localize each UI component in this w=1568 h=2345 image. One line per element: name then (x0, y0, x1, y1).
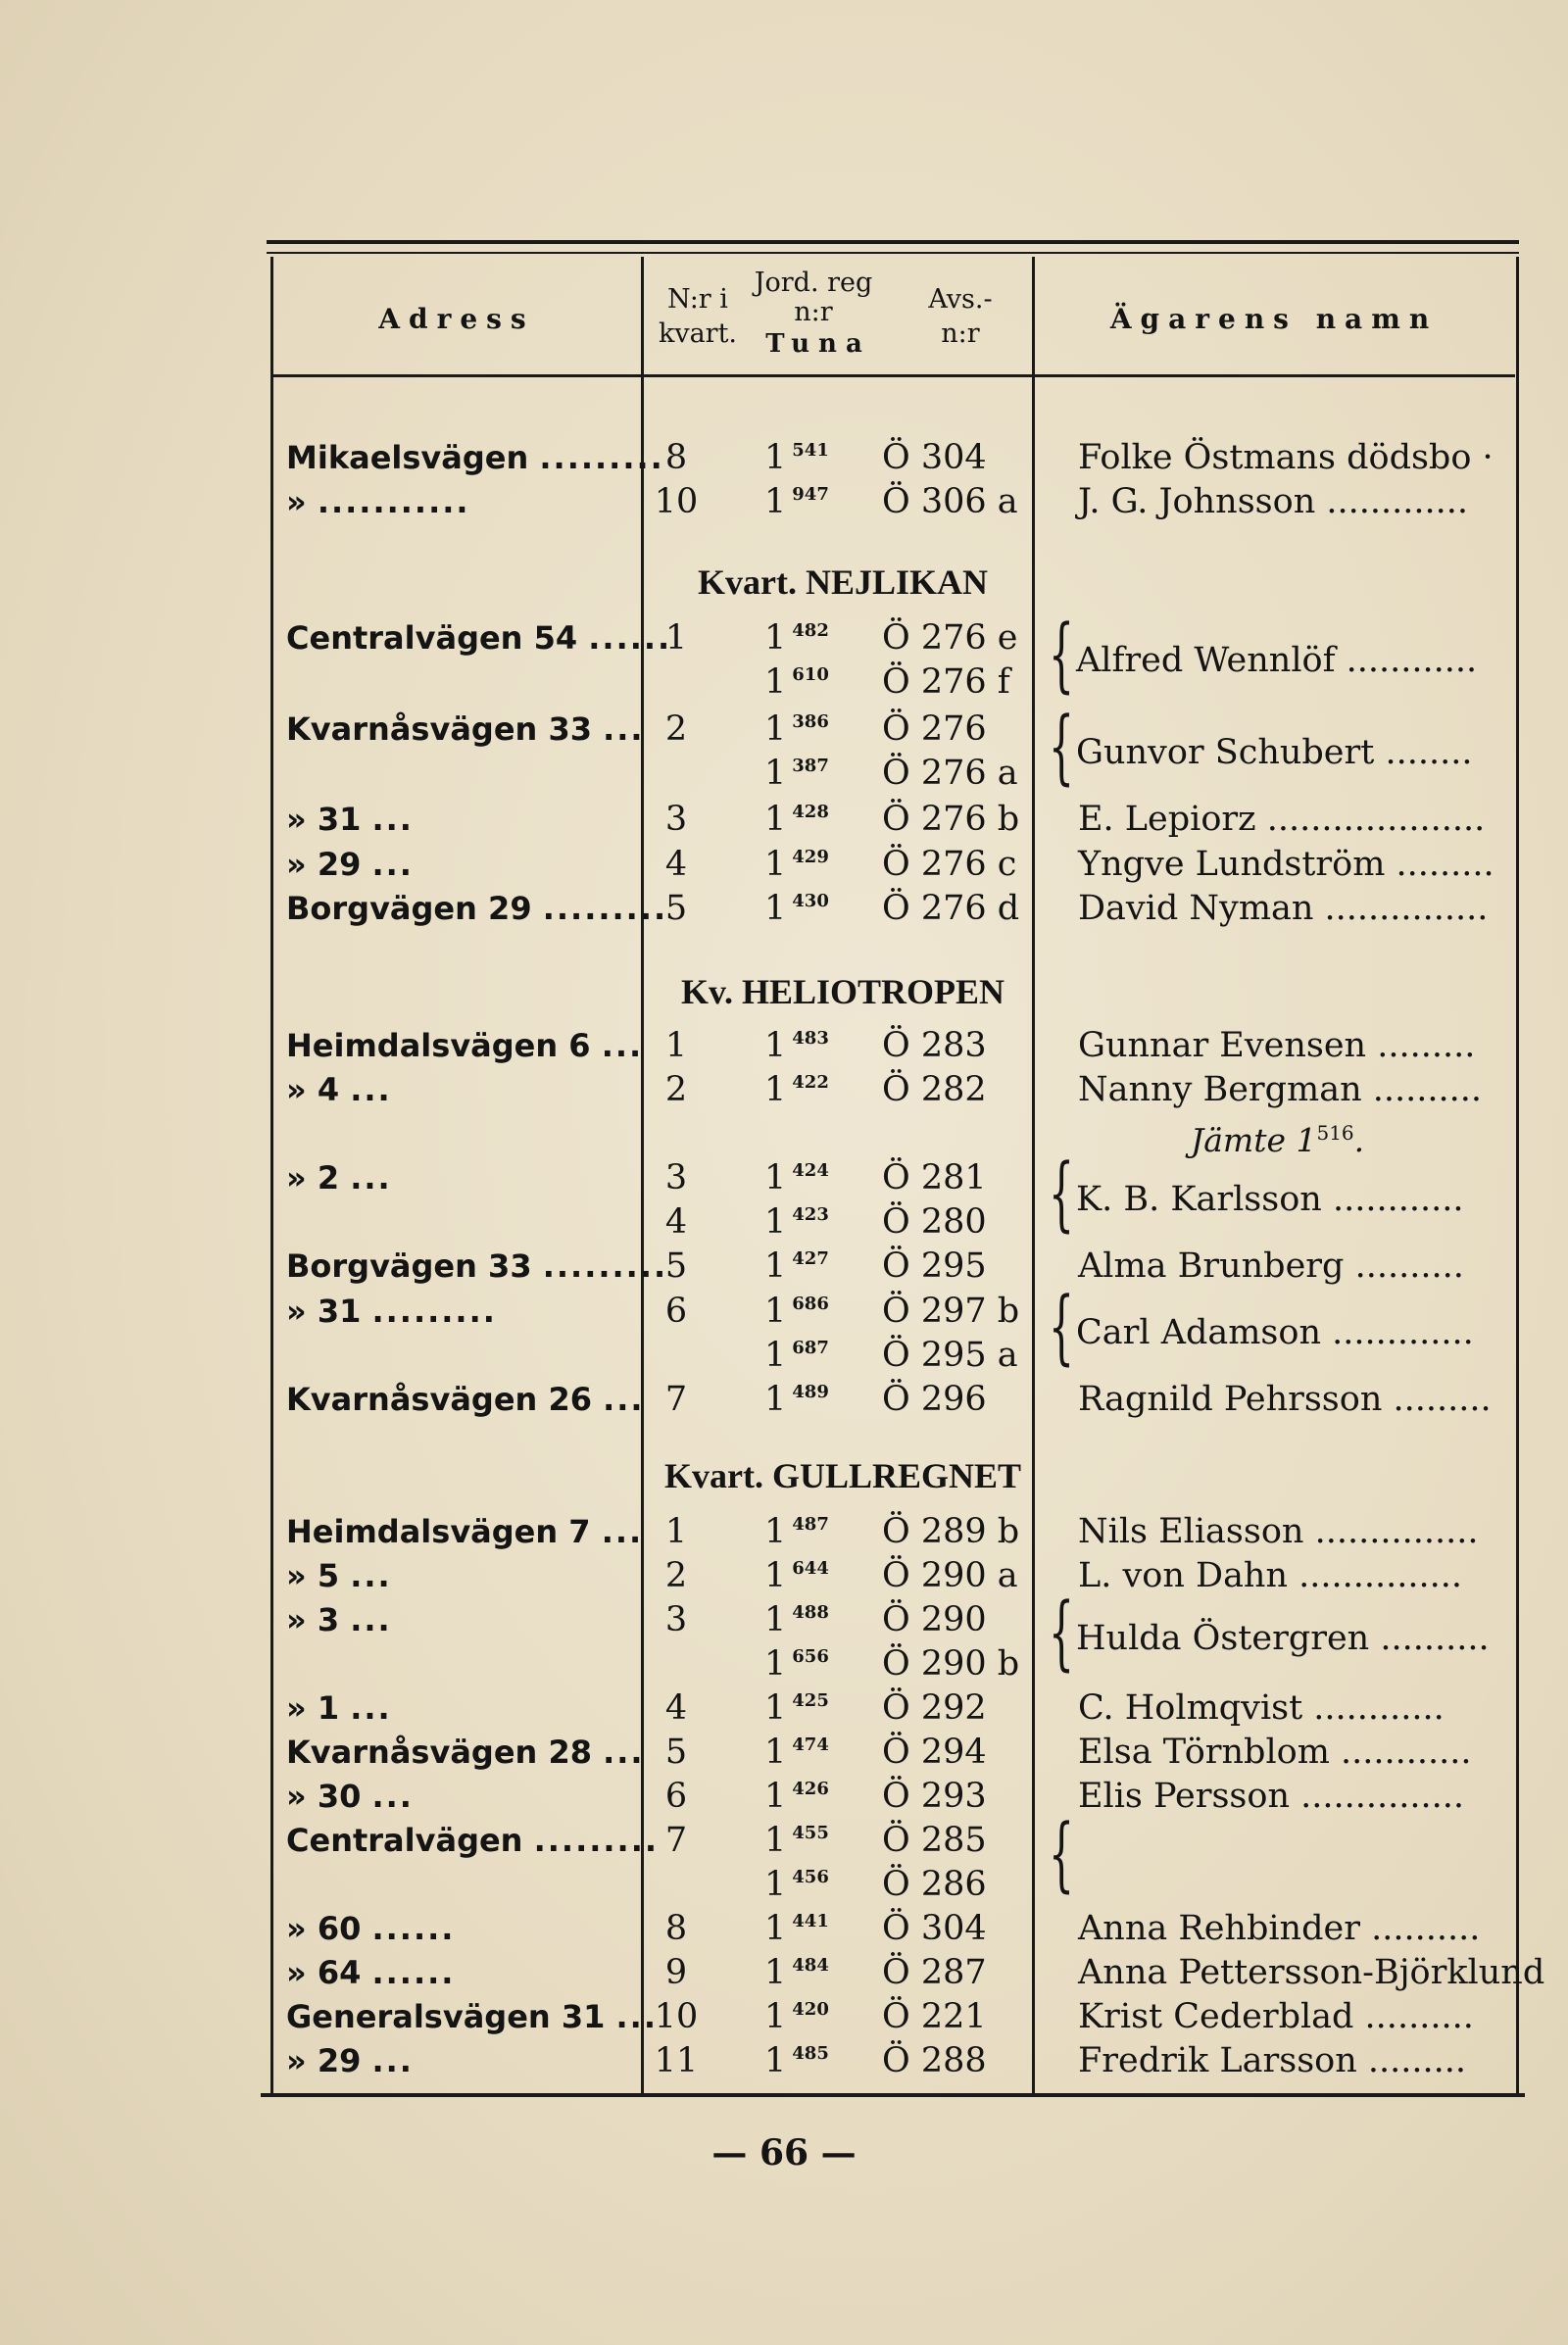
jordreg-sup: 423 (792, 1204, 829, 1225)
jordreg-sup: 484 (792, 1955, 829, 1976)
jordreg-sup: 424 (792, 1160, 829, 1181)
jordreg-sup: 483 (792, 1028, 829, 1049)
kvarter-number: 10 (654, 482, 699, 521)
owner-name: Krist Cederblad .......... (1078, 1997, 1474, 2036)
jordreg-sup: 644 (792, 1558, 829, 1579)
kvarter-number: 6 (664, 1292, 688, 1331)
avsnitt-number: Ö 280 (882, 1202, 987, 1242)
owner-name: E. Lepiorz .................... (1078, 800, 1486, 839)
address-text: » (286, 483, 307, 520)
avsnitt-number: Ö 286 (882, 1865, 987, 1904)
jordreg-number (764, 1686, 829, 1730)
owner-name: K. B. Karlsson ............ (1076, 1180, 1464, 1219)
jordreg-number (764, 1245, 829, 1288)
jordreg-sup: 456 (792, 1867, 829, 1887)
owner-name: Ragnild Pehrsson ......... (1078, 1380, 1492, 1419)
avsnitt-number: Ö 304 (882, 1909, 987, 1948)
header-adress: Adress (378, 303, 535, 335)
table-row (0, 1378, 1568, 1421)
table-row (0, 1775, 1568, 1818)
address-leader: ...... (371, 1910, 456, 1947)
jordreg-sup: 610 (792, 664, 829, 685)
address-leader: ... (350, 1071, 392, 1108)
address-text: » 5 (286, 1557, 340, 1594)
address-cell (286, 1554, 624, 1597)
table-row (0, 798, 1568, 841)
owner-name: Elsa Törnblom ............ (1078, 1733, 1472, 1772)
avsnitt-number: Ö 293 (882, 1777, 987, 1816)
avsnitt-number: Ö 296 (882, 1380, 987, 1419)
kvarter-number: 3 (664, 800, 688, 839)
address-cell (286, 1156, 624, 1199)
owner-name: Elis Persson ............... (1078, 1777, 1464, 1816)
note-jamte (1191, 1111, 1364, 1162)
table-row (0, 1554, 1568, 1597)
jordreg-sup: 425 (792, 1690, 829, 1711)
jordreg-sup: 387 (792, 756, 829, 776)
address-cell (286, 1290, 624, 1333)
avsnitt-number: Ö 276 a (882, 754, 1018, 793)
address-leader: ... (601, 1513, 644, 1550)
brace: { (1049, 701, 1075, 794)
address-leader: ...... (588, 619, 672, 657)
note-end: . (1353, 1121, 1365, 1159)
jordreg-sup: 656 (792, 1646, 829, 1667)
owner-name: Carl Adamson ............. (1076, 1313, 1474, 1352)
owner-name: Nanny Bergman .......... (1078, 1070, 1483, 1109)
kvarter-number: 4 (664, 1688, 688, 1728)
header-tuna: Tuna (765, 329, 871, 359)
table-row (0, 436, 1568, 479)
jordreg-number (764, 436, 829, 479)
address-cell (286, 1995, 658, 2038)
table-row (0, 843, 1568, 886)
kvarter-number: 1 (664, 1512, 688, 1551)
jordreg-number (764, 1731, 829, 1774)
owner-name: Alfred Wennlöf ............ (1076, 641, 1478, 680)
avsnitt-number: Ö 295 a (882, 1336, 1018, 1375)
avsnitt-number: Ö 295 (882, 1246, 987, 1286)
kvarter-number: 8 (664, 438, 688, 477)
header-kvart: kvart. (658, 318, 738, 349)
address-text: Mikaelsvägen (286, 439, 529, 476)
jordreg-main: 1 (764, 2041, 787, 2080)
jordreg-main: 1 (764, 1600, 787, 1639)
address-leader: ........... (317, 483, 470, 520)
address-cell (286, 1731, 645, 1774)
brace: { (1049, 609, 1075, 702)
brace: { (1049, 1808, 1075, 1901)
jordreg-sup: 474 (792, 1734, 829, 1755)
jordreg-main: 1 (764, 1556, 787, 1595)
jordreg-number (764, 1598, 829, 1641)
brace: { (1049, 1148, 1075, 1241)
kvarter-number: 1 (664, 618, 688, 658)
header-nr-i: N:r i (667, 284, 728, 315)
avsnitt-number: Ö 276 f (882, 662, 1010, 702)
jordreg-main: 1 (764, 1644, 787, 1684)
jordreg-number (764, 660, 829, 704)
address-text: » 31 (286, 1293, 362, 1330)
address-leader: ......... (542, 890, 668, 927)
address-cell (286, 2039, 624, 2082)
page-number: — 66 — (711, 2132, 857, 2174)
avsnitt-number: Ö 290 b (882, 1644, 1020, 1684)
address-text: Centralvägen 54 (286, 619, 578, 657)
owner-name: Nils Eliasson ............... (1078, 1512, 1479, 1551)
address-cell (286, 480, 624, 523)
section-heading-heliotropen: Kv. HELIOTROPEN (680, 972, 1005, 1011)
kvarter-number: 5 (664, 889, 688, 928)
address-leader: ... (350, 1601, 392, 1638)
brace: { (1049, 1281, 1075, 1374)
jordreg-number (764, 1378, 829, 1421)
jordreg-main: 1 (764, 1202, 787, 1242)
address-leader: ... (371, 846, 414, 883)
address-leader: ... (350, 1557, 392, 1594)
jordreg-sup: 420 (792, 1999, 829, 2020)
table-row (0, 1510, 1568, 1553)
header-bottom-rule (270, 374, 1515, 377)
address-leader: ...... (371, 1954, 456, 1991)
address-text: » 31 (286, 801, 362, 838)
avsnitt-number: Ö 276 (882, 709, 987, 749)
kvarter-number: 8 (664, 1909, 688, 1948)
avsnitt-number: Ö 281 (882, 1158, 987, 1197)
jordreg-main: 1 (764, 482, 787, 521)
jordreg-number (764, 2039, 829, 2082)
jordreg-number (764, 1995, 829, 2038)
kvarter-number: 10 (654, 1997, 699, 2036)
avsnitt-number: Ö 276 d (882, 889, 1020, 928)
kvarter-number: 4 (664, 845, 688, 884)
table-row (0, 1068, 1568, 1111)
table-row (0, 1731, 1568, 1774)
address-text: » 29 (286, 2042, 362, 2079)
jordreg-number (764, 1907, 829, 1950)
jordreg-main: 1 (764, 889, 787, 928)
table-row (0, 1995, 1568, 2038)
address-text: » 4 (286, 1071, 340, 1108)
address-text: » 60 (286, 1910, 362, 1947)
jordreg-sup: 427 (792, 1248, 829, 1269)
table-row (0, 1024, 1568, 1067)
kvarter-number: 5 (664, 1246, 688, 1286)
table-row (0, 887, 1568, 930)
address-text: » 64 (286, 1954, 362, 1991)
avsnitt-number: Ö 294 (882, 1733, 987, 1772)
kvarter-number: 11 (654, 2041, 699, 2080)
header-avs: Avs.- (928, 284, 993, 315)
address-cell (286, 616, 672, 660)
avsnitt-number: Ö 290 a (882, 1556, 1018, 1595)
top-rule-thick (267, 240, 1519, 244)
jordreg-sup: 686 (792, 1294, 829, 1314)
address-cell (286, 1598, 624, 1641)
owner-name: Anna Pettersson-Björklund (1078, 1953, 1545, 1992)
kvarter-number: 9 (664, 1953, 688, 1992)
avsnitt-number: Ö 276 b (882, 800, 1020, 839)
jordreg-sup: 428 (792, 802, 829, 822)
avsnitt-number: Ö 285 (882, 1821, 987, 1860)
jordreg-number (764, 708, 829, 751)
jordreg-sup: 947 (792, 484, 829, 505)
address-text: » 3 (286, 1601, 340, 1638)
jordreg-main: 1 (764, 1688, 787, 1728)
address-leader: ... (371, 1778, 414, 1815)
address-cell (286, 1378, 645, 1421)
address-text: Borgvägen 29 (286, 890, 532, 927)
jordreg-number (764, 616, 829, 660)
address-leader: ... (601, 1027, 644, 1064)
table-row (0, 1245, 1568, 1288)
owner-name: C. Holmqvist ............ (1078, 1688, 1445, 1728)
kvarter-number: 5 (664, 1733, 688, 1772)
owner-name: Alma Brunberg .......... (1078, 1246, 1464, 1286)
address-leader: ... (615, 1998, 658, 2035)
address-cell (286, 1907, 624, 1950)
address-text: Heimdalsvägen 7 (286, 1513, 591, 1550)
address-cell (286, 436, 664, 479)
jordreg-sup: 441 (792, 1911, 829, 1931)
kvarter-number: 2 (664, 709, 688, 749)
jordreg-number (764, 1951, 829, 1994)
bottom-rule (261, 2093, 1525, 2097)
header-jord-reg: Jord. reg (754, 268, 873, 298)
jordreg-sup: 485 (792, 2043, 829, 2064)
address-cell (286, 1951, 624, 1994)
jordreg-main: 1 (764, 1512, 787, 1551)
jordreg-number (764, 480, 829, 523)
address-leader: ... (350, 1159, 392, 1197)
jordreg-main: 1 (764, 1997, 787, 2036)
address-text: Kvarnåsvägen 33 (286, 710, 592, 748)
address-cell (286, 1068, 624, 1111)
table-row (0, 480, 1568, 523)
address-text: Kvarnåsvägen 28 (286, 1734, 592, 1771)
jordreg-main: 1 (764, 1777, 787, 1816)
jordreg-sup: 541 (792, 440, 829, 461)
table-row (0, 1686, 1568, 1730)
address-text: » 1 (286, 1689, 340, 1727)
jordreg-sup: 422 (792, 1072, 829, 1093)
avsnitt-number: Ö 290 (882, 1600, 987, 1639)
avsnitt-number: Ö 306 a (882, 482, 1018, 521)
jordreg-number (764, 1775, 829, 1818)
jordreg-sup: 455 (792, 1823, 829, 1843)
header-jord-nr: n:r (794, 297, 833, 327)
address-leader: ......... (539, 439, 664, 476)
table-row (0, 1907, 1568, 1950)
owner-name: Hulda Östergren .......... (1076, 1619, 1490, 1658)
address-text: Heimdalsvägen 6 (286, 1027, 591, 1064)
kvarter-number: 7 (664, 1380, 688, 1419)
brace: { (1049, 1587, 1075, 1680)
jordreg-sup: 482 (792, 620, 829, 641)
address-text: Kvarnåsvägen 26 (286, 1381, 592, 1418)
avsnitt-number: Ö 289 b (882, 1512, 1020, 1551)
jordreg-number (764, 1863, 829, 1906)
jordreg-main: 1 (764, 1380, 787, 1419)
owner-name: Yngve Lundström ......... (1078, 845, 1494, 884)
address-text: » 29 (286, 846, 362, 883)
jordreg-number (764, 1334, 829, 1377)
jordreg-main: 1 (764, 438, 787, 477)
table-row (0, 2039, 1568, 2082)
kvarter-number: 3 (664, 1600, 688, 1639)
address-leader: ... (371, 2042, 414, 2079)
address-cell (286, 1245, 668, 1288)
header-agarens-namn: Ägarens namn (1109, 303, 1439, 335)
avsnitt-number: Ö 288 (882, 2041, 987, 2080)
top-rule-thin (267, 252, 1519, 254)
address-leader: ......... (533, 1822, 659, 1859)
avsnitt-number: Ö 276 e (882, 618, 1018, 658)
owner-name: L. von Dahn ............... (1078, 1556, 1463, 1595)
jordreg-number (764, 1290, 829, 1333)
jordreg-number (764, 1200, 829, 1244)
jordreg-main: 1 (764, 845, 787, 884)
address-text: Generalsvägen 31 (286, 1998, 606, 2035)
address-cell (286, 887, 668, 930)
address-cell (286, 798, 624, 841)
jordreg-sup: 487 (792, 1514, 829, 1535)
table-row (0, 1951, 1568, 1994)
jordreg-sup: 489 (792, 1382, 829, 1402)
jordreg-number (764, 843, 829, 886)
address-text: » 2 (286, 1159, 340, 1197)
avsnitt-number: Ö 221 (882, 1997, 987, 2036)
jordreg-number (764, 1642, 829, 1685)
jordreg-number (764, 1068, 829, 1111)
address-leader: ... (603, 1381, 645, 1418)
address-text: Borgvägen 33 (286, 1247, 532, 1285)
address-text: » 30 (286, 1778, 362, 1815)
jordreg-number (764, 798, 829, 841)
jordreg-main: 1 (764, 1821, 787, 1860)
jordreg-number (764, 1819, 829, 1862)
avsnitt-number: Ö 287 (882, 1953, 987, 1992)
kvarter-number: 2 (664, 1556, 688, 1595)
avsnitt-number: Ö 304 (882, 438, 987, 477)
jordreg-main: 1 (764, 1953, 787, 1992)
jordreg-number (764, 887, 829, 930)
address-text: Centralvägen (286, 1822, 523, 1859)
avsnitt-number: Ö 282 (882, 1070, 987, 1109)
avsnitt-number: Ö 276 c (882, 845, 1017, 884)
table-row (0, 1863, 1568, 1906)
jordreg-main: 1 (764, 1070, 787, 1109)
avsnitt-number: Ö 292 (882, 1688, 987, 1728)
owner-name: Fredrik Larsson ......... (1078, 2041, 1467, 2080)
jordreg-number (764, 752, 829, 795)
address-leader: ......... (542, 1247, 668, 1285)
address-cell (286, 1775, 624, 1818)
jordreg-main: 1 (764, 754, 787, 793)
jordreg-main: 1 (764, 1733, 787, 1772)
header-avs-nr: n:r (941, 318, 980, 349)
jordreg-main: 1 (764, 1292, 787, 1331)
jordreg-sup: 430 (792, 891, 829, 911)
jordreg-sup: 488 (792, 1602, 829, 1623)
owner-name: Gunnar Evensen ......... (1078, 1026, 1476, 1065)
jordreg-main: 1 (764, 618, 787, 658)
address-cell (286, 843, 624, 886)
address-leader: ... (603, 710, 645, 748)
address-cell (286, 1024, 644, 1067)
address-leader: ... (371, 801, 414, 838)
jordreg-main: 1 (764, 1026, 787, 1065)
kvarter-number: 3 (664, 1158, 688, 1197)
jordreg-sup: 426 (792, 1779, 829, 1799)
jordreg-main: 1 (764, 1158, 787, 1197)
owner-name: Gunvor Schubert ........ (1076, 733, 1473, 772)
section-heading-nejlikan: Kvart. NEJLIKAN (698, 562, 988, 602)
address-leader: ... (350, 1689, 392, 1727)
jordreg-main: 1 (764, 1909, 787, 1948)
kvarter-number: 7 (664, 1821, 688, 1860)
owner-name: Anna Rehbinder .......... (1078, 1909, 1481, 1948)
kvarter-number: 4 (664, 1202, 688, 1242)
jordreg-main: 1 (764, 662, 787, 702)
kvarter-number: 1 (664, 1026, 688, 1065)
note-text: Jämte 1 (1191, 1121, 1317, 1159)
avsnitt-number: Ö 297 b (882, 1292, 1020, 1331)
address-leader: ......... (371, 1293, 497, 1330)
owner-name: J. G. Johnsson ............. (1078, 482, 1469, 521)
address-cell (286, 1510, 644, 1553)
table-row (0, 1819, 1568, 1862)
avsnitt-number: Ö 283 (882, 1026, 987, 1065)
address-leader: ... (603, 1734, 645, 1771)
owner-name: Folke Östmans dödsbo · (1078, 438, 1494, 477)
jordreg-sup: 429 (792, 847, 829, 867)
jordreg-main: 1 (764, 709, 787, 749)
jordreg-main: 1 (764, 1246, 787, 1286)
kvarter-number: 6 (664, 1777, 688, 1816)
jordreg-number (764, 1554, 829, 1597)
kvarter-number: 2 (664, 1070, 688, 1109)
address-cell (286, 1819, 659, 1862)
address-cell (286, 708, 645, 751)
note-sup: 516 (1316, 1121, 1354, 1145)
jordreg-number (764, 1156, 829, 1199)
address-cell (286, 1686, 624, 1730)
jordreg-sup: 386 (792, 711, 829, 732)
jordreg-sup: 687 (792, 1338, 829, 1358)
section-heading-gullregnet: Kvart. GULLREGNET (663, 1456, 1022, 1495)
jordreg-main: 1 (764, 1865, 787, 1904)
jordreg-main: 1 (764, 1336, 787, 1375)
jordreg-main: 1 (764, 800, 787, 839)
jordreg-number (764, 1024, 829, 1067)
jordreg-number (764, 1510, 829, 1553)
owner-name: David Nyman ............... (1078, 889, 1489, 928)
